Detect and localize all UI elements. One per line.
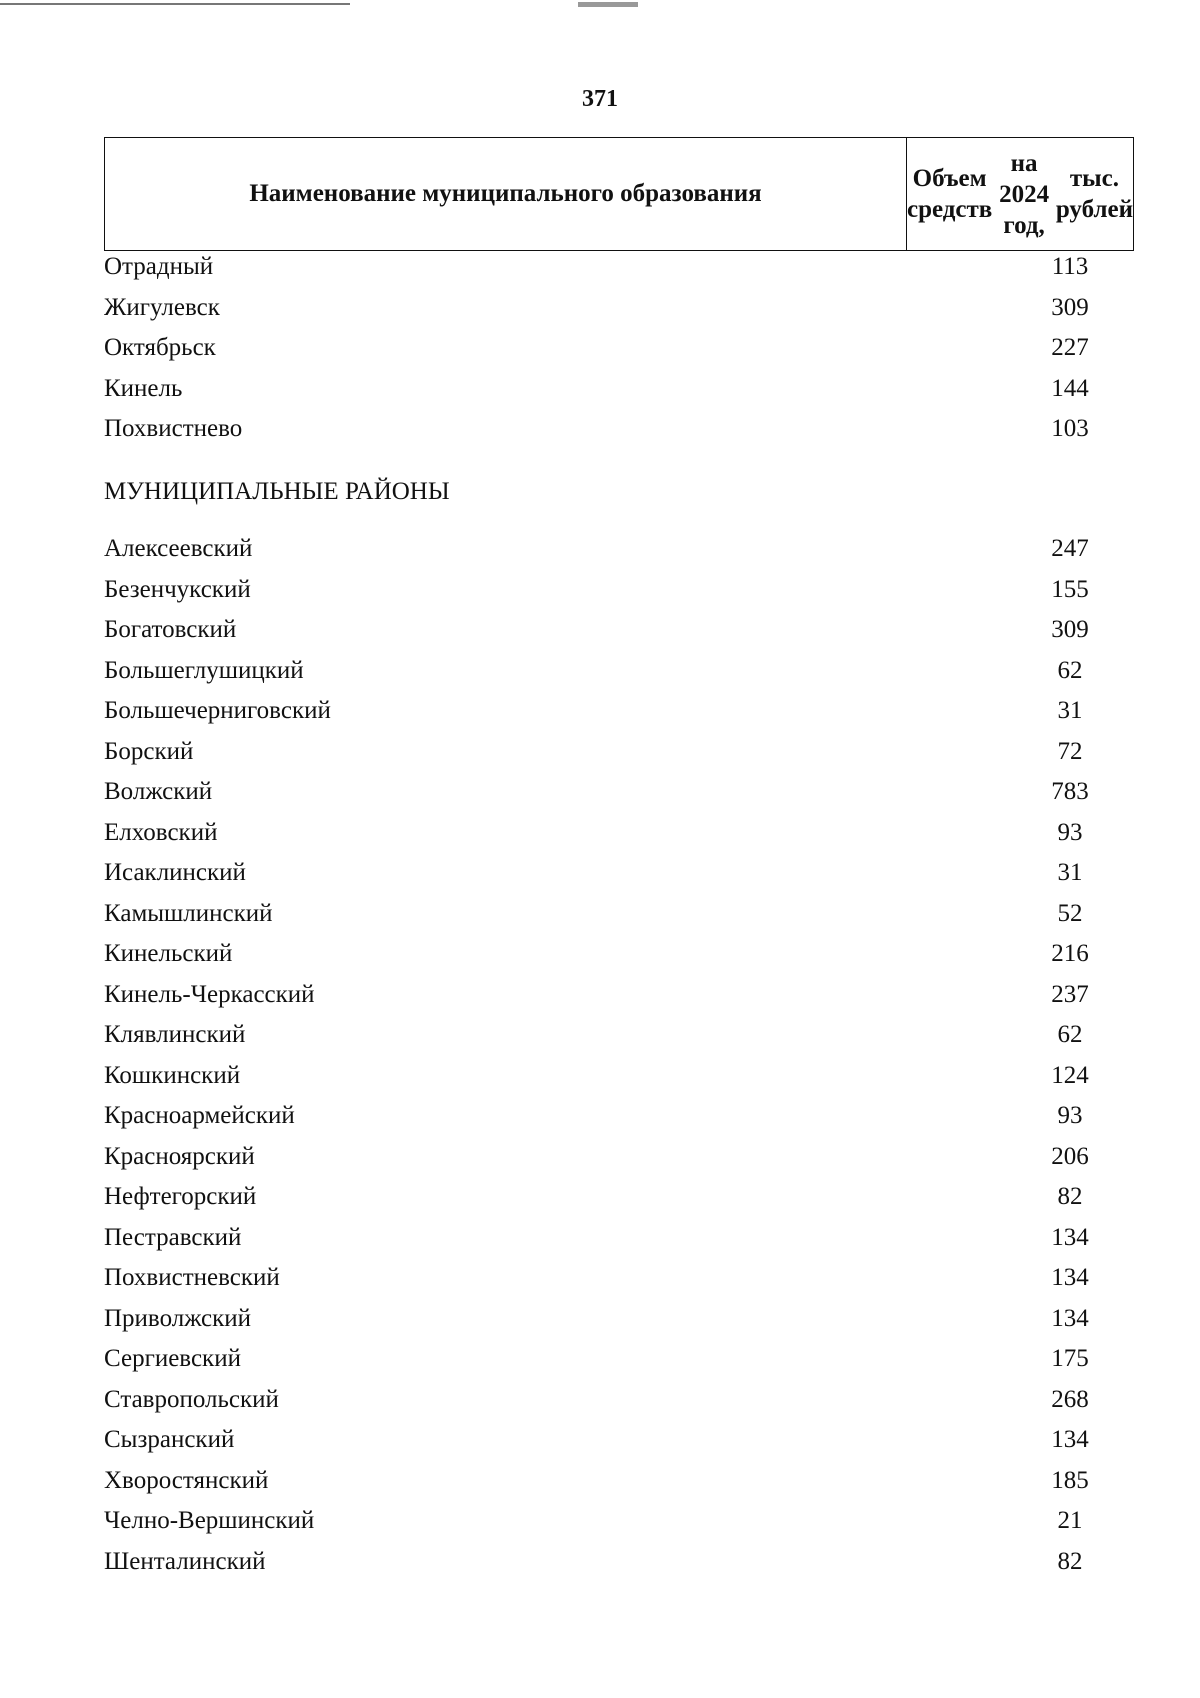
- municipality-name: Кинельский: [104, 940, 233, 967]
- funding-value: 227: [1051, 334, 1089, 361]
- funding-value: 155: [1051, 575, 1089, 603]
- funding-value: 103: [1051, 415, 1089, 442]
- municipality-name: Красноармейский: [104, 1102, 295, 1129]
- table-row: [104, 1467, 1134, 1507]
- table-row: [104, 253, 1134, 293]
- municipality-name: Нефтегорский: [104, 1183, 257, 1210]
- table-row: [104, 940, 1134, 980]
- funding-value: 113: [1051, 253, 1089, 280]
- scan-smudge-top: [578, 2, 638, 7]
- funding-value: 62: [1057, 656, 1083, 684]
- table-row: [104, 819, 1134, 859]
- table-row: [104, 535, 1134, 575]
- municipality-name: Богатовский: [104, 616, 237, 643]
- table-row: [104, 859, 1134, 899]
- municipality-name: Пестравский: [104, 1223, 242, 1251]
- funding-value: 72: [1057, 737, 1083, 765]
- municipality-name: Елховский: [104, 818, 218, 846]
- municipality-name: Большечерниговский: [104, 697, 331, 724]
- funding-value: 216: [1051, 940, 1089, 967]
- municipality-name: Клявлинский: [104, 1021, 246, 1048]
- table-row: [104, 981, 1134, 1021]
- table-row: [104, 1386, 1134, 1426]
- municipality-name: Шенталинский: [104, 1547, 266, 1575]
- municipality-name: Челно-Вершинский: [104, 1507, 315, 1534]
- municipality-name: Похвистнево: [104, 415, 243, 442]
- funding-value: 175: [1051, 1345, 1089, 1372]
- municipality-name: Исаклинский: [104, 859, 246, 886]
- column-header-volume-line-1: Объем средств: [907, 165, 993, 223]
- municipality-name: Ставропольский: [104, 1385, 279, 1413]
- municipality-name: Кошкинский: [104, 1061, 241, 1089]
- table-row: [104, 697, 1134, 737]
- municipality-name: Сергиевский: [104, 1345, 241, 1372]
- table-row: [104, 1548, 1134, 1588]
- funding-value: 268: [1051, 1385, 1089, 1413]
- municipality-name: Алексеевский: [104, 535, 253, 562]
- section-heading-districts: МУНИЦИПАЛЬНЫЕ РАЙОНЫ: [104, 478, 450, 505]
- table-row: [104, 1426, 1134, 1466]
- funding-value: 93: [1057, 818, 1083, 846]
- municipality-name: Хворостянский: [104, 1466, 269, 1494]
- column-header-volume-line-3: тыс. рублей: [1055, 165, 1134, 223]
- page-number: 371: [582, 86, 618, 112]
- funding-value: 124: [1051, 1061, 1089, 1089]
- funding-value: 134: [1051, 1223, 1089, 1251]
- table-row: [104, 415, 1134, 455]
- funding-value: 309: [1051, 293, 1089, 321]
- table-row: [104, 616, 1134, 656]
- table-row: [104, 778, 1134, 818]
- table-row: [104, 1224, 1134, 1264]
- municipality-name: Борский: [104, 737, 194, 765]
- table-row: [104, 1102, 1134, 1142]
- municipality-name: Камышлинский: [104, 899, 273, 927]
- table-row: [104, 1264, 1134, 1304]
- table-row: [104, 1507, 1134, 1547]
- table-row: [104, 1183, 1134, 1223]
- funding-value: 247: [1051, 535, 1089, 562]
- table-row: [104, 657, 1134, 697]
- funding-value: 134: [1051, 1264, 1089, 1291]
- table-row: [104, 294, 1134, 334]
- table-row: [104, 1345, 1134, 1385]
- funding-value: 206: [1051, 1142, 1089, 1170]
- municipality-name: Жигулевск: [104, 293, 220, 321]
- funding-value: 93: [1057, 1102, 1083, 1129]
- municipality-name: Приволжский: [104, 1304, 252, 1332]
- municipality-name: Красноярский: [104, 1142, 255, 1170]
- funding-value: 52: [1057, 899, 1083, 927]
- funding-value: 309: [1051, 616, 1089, 643]
- municipality-name: Кинель-Черкасский: [104, 980, 315, 1008]
- column-header-name: Наименование муниципального образования: [105, 138, 907, 250]
- funding-value: 134: [1051, 1426, 1089, 1453]
- municipality-name: Сызранский: [104, 1426, 235, 1453]
- table-row: [104, 1143, 1134, 1183]
- funding-value: 237: [1051, 980, 1089, 1008]
- column-header-volume: [907, 138, 1133, 250]
- table-row: [104, 334, 1134, 374]
- municipality-name: Октябрьск: [104, 334, 216, 361]
- table-row: [104, 1305, 1134, 1345]
- municipality-name: Кинель: [104, 374, 183, 402]
- funding-value: 144: [1051, 374, 1089, 402]
- column-header-volume-line-2: на 2024 год,: [999, 149, 1050, 239]
- municipality-name: Большеглушицкий: [104, 656, 304, 684]
- municipality-name: Похвистневский: [104, 1264, 280, 1291]
- table-row: [104, 1021, 1134, 1061]
- funding-value: 783: [1051, 778, 1089, 805]
- municipality-name: Отрадный: [104, 253, 214, 280]
- funding-value: 134: [1051, 1304, 1089, 1332]
- funding-value: 185: [1051, 1466, 1089, 1494]
- table-row: [104, 738, 1134, 778]
- funding-value: 82: [1057, 1183, 1083, 1210]
- funding-value: 31: [1057, 697, 1083, 724]
- table-row: [104, 1062, 1134, 1102]
- municipality-name: Безенчукский: [104, 575, 251, 603]
- municipality-name: Волжский: [104, 778, 213, 805]
- table-header: [104, 137, 1134, 251]
- table-row: [104, 576, 1134, 616]
- funding-value: 62: [1057, 1021, 1083, 1048]
- table-row: [104, 900, 1134, 940]
- table-row: [104, 375, 1134, 415]
- funding-value: 82: [1057, 1547, 1083, 1575]
- funding-value: 31: [1057, 859, 1083, 886]
- scan-line-top: [0, 3, 350, 5]
- funding-value: 21: [1057, 1507, 1083, 1534]
